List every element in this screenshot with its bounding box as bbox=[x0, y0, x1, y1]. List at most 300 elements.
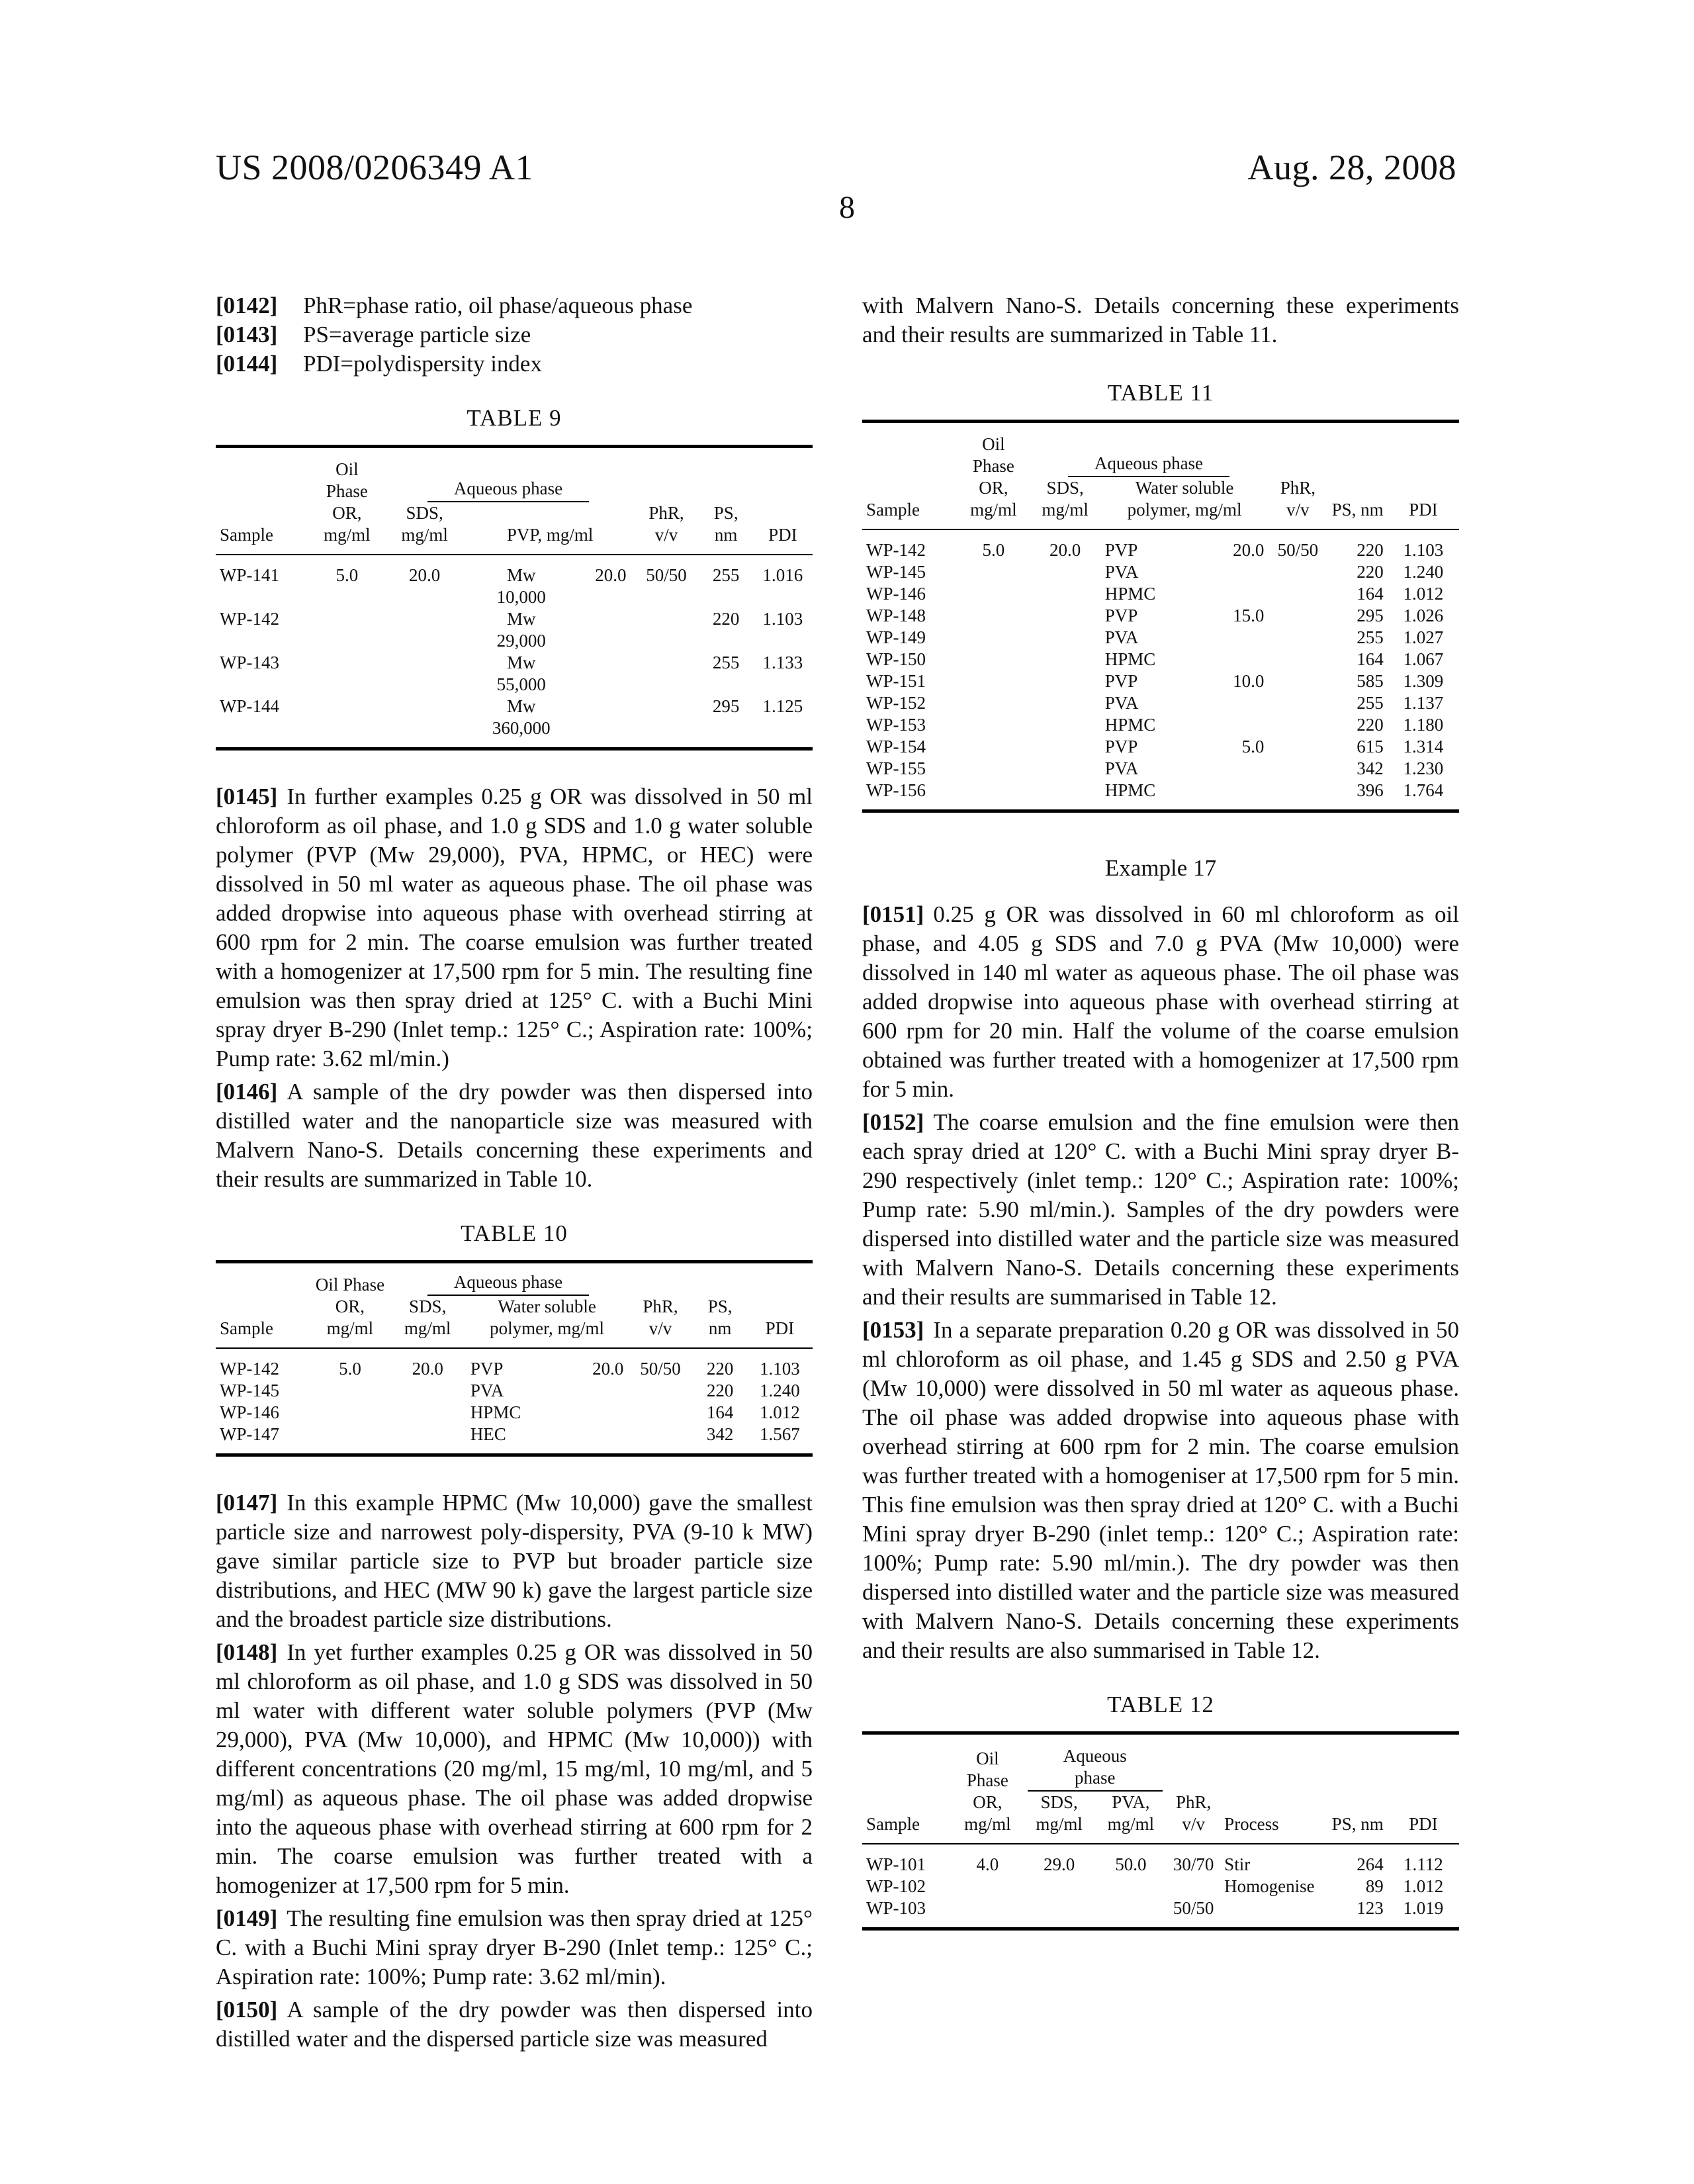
col-header: Sample bbox=[862, 1792, 952, 1844]
cell-sds: 20.0 bbox=[383, 555, 467, 608]
cell-or bbox=[958, 736, 1029, 758]
cell-ps: 255 bbox=[699, 652, 753, 696]
cell-ps: 396 bbox=[1328, 780, 1388, 811]
cell-sds: 20.0 bbox=[1030, 529, 1101, 561]
cell-or: 5.0 bbox=[311, 1348, 388, 1380]
cell-phr bbox=[1268, 561, 1327, 583]
cell-sample: WP-146 bbox=[862, 583, 958, 605]
cell-conc bbox=[1208, 780, 1268, 811]
cell-pdi: 1.112 bbox=[1388, 1844, 1459, 1876]
cell-ps: 220 bbox=[693, 1380, 747, 1402]
cell-sample: WP-141 bbox=[216, 555, 311, 608]
col-header: OR, mg/ml bbox=[311, 1296, 388, 1348]
col-header: SDS, mg/ml bbox=[383, 502, 467, 555]
table-11 bbox=[862, 379, 1459, 813]
mw-label: Mw bbox=[470, 696, 572, 717]
cell-ps: 264 bbox=[1328, 1844, 1388, 1876]
cell-or: 4.0 bbox=[952, 1844, 1023, 1876]
table-row bbox=[862, 692, 1459, 714]
cell-phr bbox=[1167, 1876, 1220, 1897]
cell-sample: WP-156 bbox=[862, 780, 958, 811]
cell-conc bbox=[1208, 714, 1268, 736]
aqueous-phase-header: Aqueous phase bbox=[1068, 453, 1229, 477]
table-row bbox=[862, 1844, 1459, 1876]
mw-label: Mw bbox=[470, 652, 572, 674]
cell-conc bbox=[562, 1424, 627, 1455]
col-header: PDI bbox=[1388, 477, 1459, 529]
table-title: TABLE 11 bbox=[862, 379, 1459, 408]
cell-phr bbox=[627, 1380, 693, 1402]
cell-polymer: PVA bbox=[467, 1380, 562, 1402]
cell-pdi: 1.314 bbox=[1388, 736, 1459, 758]
cell-ps: 220 bbox=[1328, 714, 1388, 736]
cell-phr bbox=[627, 1402, 693, 1424]
cell-pvp bbox=[467, 652, 634, 696]
table-row bbox=[216, 608, 813, 652]
cell-conc: 20.0 bbox=[562, 1348, 627, 1380]
cell-conc: 5.0 bbox=[1208, 736, 1268, 758]
cell-or bbox=[311, 696, 382, 749]
cell-ps: 220 bbox=[693, 1348, 747, 1380]
cell-sds bbox=[1030, 561, 1101, 583]
col-header: Sample bbox=[216, 502, 311, 555]
cell-ps: 585 bbox=[1328, 670, 1388, 692]
col-header: PhR, v/v bbox=[1167, 1792, 1220, 1844]
table-row bbox=[862, 561, 1459, 583]
cell-phr bbox=[1268, 670, 1327, 692]
cell-sample: WP-150 bbox=[862, 649, 958, 670]
publication-number: US 2008/0206349 A1 bbox=[216, 147, 533, 188]
cell-polymer: HEC bbox=[467, 1424, 562, 1455]
cell-phr bbox=[1268, 692, 1327, 714]
cell-sds bbox=[1024, 1897, 1095, 1929]
cell-phr bbox=[1268, 758, 1327, 780]
paragraph-id: [0145] bbox=[216, 784, 277, 809]
cell-pdi: 1.309 bbox=[1388, 670, 1459, 692]
cell-process: Homogenise bbox=[1220, 1876, 1327, 1897]
paragraph-text: The resulting fine emulsion was then spray dried at 125° C. with a Buchi Mini spray dryer B-290 (Inlet temp.: 125° C.; Aspiration rate: 100%; Pump rate: 3.62 ml/min). bbox=[216, 1905, 813, 1989]
paragraph-0146 bbox=[216, 1077, 813, 1194]
table-row bbox=[862, 1876, 1459, 1897]
table-row bbox=[862, 1897, 1459, 1929]
cell-sds bbox=[1030, 583, 1101, 605]
cell-sds bbox=[383, 652, 467, 696]
cell-conc bbox=[1208, 692, 1268, 714]
cell-ps: 295 bbox=[699, 696, 753, 749]
cell-or bbox=[311, 652, 382, 696]
cell-ps: 164 bbox=[1328, 583, 1388, 605]
cell-or bbox=[958, 714, 1029, 736]
cell-conc: 10.0 bbox=[1208, 670, 1268, 692]
cell-phr bbox=[633, 608, 699, 652]
cell-conc bbox=[1208, 583, 1268, 605]
cell-sample: WP-143 bbox=[216, 652, 311, 696]
paragraph-id: [0142] bbox=[216, 291, 298, 320]
paragraph-text: In yet further examples 0.25 g OR was dissolved in 50 ml chloroform as oil phase, and 1.0 g SDS was dissolved in 50 ml water with different water soluble polymers (PVP (Mw 29,000), PVA (Mw 10,000), and HPMC (Mw 10,000)) with different concentrations (20 mg/ml, 15 mg/ml, 10 mg/ml, and 5 mg/ml) as aqueous phase. The oil phase was added dropwise into the aqueous phase with overhead stirring at 600 rpm for 2 min. The coarse emulsion was further treated with a homogenizer at 17,500 rpm for 5 min. bbox=[216, 1639, 813, 1898]
cell-sds bbox=[1030, 605, 1101, 627]
cell-or: 5.0 bbox=[311, 555, 382, 608]
paragraph-0149 bbox=[216, 1904, 813, 1991]
cell-sample: WP-146 bbox=[216, 1402, 311, 1424]
table-row bbox=[216, 1348, 813, 1380]
cell-pdi: 1.067 bbox=[1388, 649, 1459, 670]
cell-sds bbox=[1030, 649, 1101, 670]
cell-sds bbox=[389, 1380, 467, 1402]
cell-sample: WP-147 bbox=[216, 1424, 311, 1455]
cell-process bbox=[1220, 1897, 1327, 1929]
paragraph-0150 bbox=[216, 1995, 813, 2054]
cell-poly: HPMC bbox=[1101, 780, 1208, 811]
table-title: TABLE 9 bbox=[216, 404, 813, 433]
cell-or bbox=[311, 1402, 388, 1424]
paragraph-text: 0.25 g OR was dissolved in 60 ml chloroform as oil phase, and 4.05 g SDS and 7.0 g PVA (Mw 10,000) were dissolved in 140 ml water as aqueous phase. The oil phase was added dropwise into aqueous phase with overhead stirring at 600 rpm for 20 min. Half the volume of the coarse emulsion obtained was further treated with a homogenizer at 17,500 rpm for 5 min. bbox=[862, 901, 1459, 1102]
table-row bbox=[216, 555, 813, 608]
table-10 bbox=[216, 1219, 813, 1457]
paragraph-text: In a separate preparation 0.20 g OR was dissolved in 50 ml chloroform as oil phase, and 1.45 g SDS and 2.50 g PVA (Mw 10,000) were dissolved in 50 ml water as aqueous phase. The oil phase was added dropwise into aqueous phase with overhead stirring at 600 rpm for 2 min. The coarse emulsion was further treated with a homogeniser at 17,500 rpm for 5 min. This fine emulsion was then spray dried at 120° C. with a Buchi Mini spray dryer B-290 (inlet temp.: 120° C.; Aspiration rate: 100%; Pump rate: 5.90 ml/min.). The dry powder was then dispersed into distilled water and the particle size was measured with Malvern Nano-S. Details concerning these experiments and their results are also summarised in Table 12. bbox=[862, 1317, 1459, 1663]
cell-ps: 123 bbox=[1328, 1897, 1388, 1929]
cell-poly: PVA bbox=[1101, 561, 1208, 583]
cell-sample: WP-101 bbox=[862, 1844, 952, 1876]
aqueous-phase-header: Aqueous phase bbox=[427, 1271, 589, 1296]
definitions-list bbox=[216, 291, 813, 379]
cell-pdi: 1.133 bbox=[753, 652, 813, 696]
table-row bbox=[862, 529, 1459, 561]
cell-pdi: 1.026 bbox=[1388, 605, 1459, 627]
cell-sds bbox=[1030, 780, 1101, 811]
cell-pdi: 1.027 bbox=[1388, 627, 1459, 649]
cell-pva bbox=[1095, 1876, 1167, 1897]
cell-pva: 50.0 bbox=[1095, 1844, 1167, 1876]
cell-ps: 164 bbox=[1328, 649, 1388, 670]
cell-pdi: 1.103 bbox=[753, 608, 813, 652]
cell-poly: HPMC bbox=[1101, 714, 1208, 736]
cell-sample: WP-154 bbox=[862, 736, 958, 758]
cell-or bbox=[958, 758, 1029, 780]
cell-ps: 255 bbox=[699, 555, 753, 608]
paragraph-id: [0151] bbox=[862, 901, 924, 927]
paragraph-id: [0148] bbox=[216, 1639, 277, 1665]
col-header: PDI bbox=[1388, 1792, 1459, 1844]
cell-pdi: 1.137 bbox=[1388, 692, 1459, 714]
oil-phase-header: Oil Phase bbox=[311, 452, 382, 502]
cell-sds bbox=[383, 608, 467, 652]
cell-sample: WP-145 bbox=[216, 1380, 311, 1402]
left-column bbox=[216, 291, 813, 2058]
paragraph-0147 bbox=[216, 1488, 813, 1634]
cell-polymer: HPMC bbox=[467, 1402, 562, 1424]
cell-pdi: 1.019 bbox=[1388, 1897, 1459, 1929]
table-row bbox=[216, 1402, 813, 1424]
col-header: PS, nm bbox=[693, 1296, 747, 1348]
cell-poly: PVP bbox=[1101, 670, 1208, 692]
cell-or bbox=[958, 561, 1029, 583]
col-header: Water soluble polymer, mg/ml bbox=[467, 1296, 628, 1348]
mw-value: 10,000 bbox=[470, 586, 572, 608]
table-title: TABLE 12 bbox=[862, 1690, 1459, 1719]
cell-poly: PVA bbox=[1101, 627, 1208, 649]
oil-phase-header: Oil Phase bbox=[311, 1267, 388, 1296]
definition-text: PhR=phase ratio, oil phase/aqueous phase bbox=[303, 293, 692, 318]
cell-phr: 50/50 bbox=[627, 1348, 693, 1380]
cell-sample: WP-142 bbox=[216, 1348, 311, 1380]
cell-sample: WP-148 bbox=[862, 605, 958, 627]
cell-or bbox=[958, 605, 1029, 627]
paragraph-text: A sample of the dry powder was then dispersed into distilled water and the dispersed particle size was measured bbox=[216, 1997, 813, 2052]
cell-sample: WP-152 bbox=[862, 692, 958, 714]
paragraph-text: In this example HPMC (Mw 10,000) gave the smallest particle size and narrowest poly-dispersity, PVA (9-10 k MW) gave similar particle size to PVP but broader particle size distributions, and HEC (MW 90 k) gave the largest particle size and the broadest particle size distributions. bbox=[216, 1490, 813, 1632]
cell-sds bbox=[389, 1424, 467, 1455]
paragraph-0153 bbox=[862, 1316, 1459, 1665]
cell-sample: WP-142 bbox=[216, 608, 311, 652]
col-header: Water soluble polymer, mg/ml bbox=[1101, 477, 1269, 529]
cell-pdi: 1.103 bbox=[1388, 529, 1459, 561]
cell-ps: 220 bbox=[1328, 529, 1388, 561]
cell-poly: PVP bbox=[1101, 529, 1208, 561]
cell-ps: 255 bbox=[1328, 692, 1388, 714]
cell-phr: 50/50 bbox=[633, 555, 699, 608]
cell-ps: 295 bbox=[1328, 605, 1388, 627]
cell-phr bbox=[633, 696, 699, 749]
cell-phr bbox=[633, 652, 699, 696]
cell-phr bbox=[1268, 736, 1327, 758]
cell-or bbox=[958, 649, 1029, 670]
cell-conc bbox=[562, 1380, 627, 1402]
definition-text: PS=average particle size bbox=[303, 322, 531, 347]
cell-ps: 255 bbox=[1328, 627, 1388, 649]
cell-pdi: 1.012 bbox=[1388, 583, 1459, 605]
aqueous-phase-header: Aqueous phase bbox=[427, 478, 589, 502]
cell-or bbox=[958, 583, 1029, 605]
cell-or bbox=[958, 627, 1029, 649]
paragraph-0152 bbox=[862, 1108, 1459, 1312]
cell-polymer: PVP bbox=[467, 1348, 562, 1380]
col-header: PS, nm bbox=[1328, 477, 1388, 529]
mw-value: 360,000 bbox=[470, 717, 572, 739]
col-header: SDS, mg/ml bbox=[1024, 1792, 1095, 1844]
cell-pdi: 1.230 bbox=[1388, 758, 1459, 780]
cell-sample: WP-151 bbox=[862, 670, 958, 692]
cell-pdi: 1.016 bbox=[753, 555, 813, 608]
cell-pdi: 1.180 bbox=[1388, 714, 1459, 736]
col-header: OR, mg/ml bbox=[958, 477, 1029, 529]
cell-sds: 29.0 bbox=[1024, 1844, 1095, 1876]
cell-sds bbox=[1030, 736, 1101, 758]
cell-or bbox=[311, 608, 382, 652]
table-row bbox=[862, 736, 1459, 758]
cell-conc: 15.0 bbox=[1208, 605, 1268, 627]
col-header: SDS, mg/ml bbox=[1030, 477, 1101, 529]
table-row bbox=[862, 780, 1459, 811]
col-header: Sample bbox=[216, 1296, 311, 1348]
cell-or bbox=[958, 692, 1029, 714]
cell-process: Stir bbox=[1220, 1844, 1327, 1876]
mw-value: 29,000 bbox=[470, 630, 572, 652]
cell-phr bbox=[1268, 649, 1327, 670]
cell-pdi: 1.125 bbox=[753, 696, 813, 749]
cell-or: 5.0 bbox=[958, 529, 1029, 561]
cell-pdi: 1.240 bbox=[1388, 561, 1459, 583]
paragraph-id: [0152] bbox=[862, 1109, 924, 1135]
cell-poly: PVA bbox=[1101, 692, 1208, 714]
paragraph-text: A sample of the dry powder was then dispersed into distilled water and the nanoparticle size was measured with Malvern Nano-S. Details concerning these experiments and their results are summarized in Table 10. bbox=[216, 1079, 813, 1192]
paragraph-id: [0147] bbox=[216, 1490, 277, 1516]
table-row bbox=[862, 649, 1459, 670]
cell-ps: 342 bbox=[693, 1424, 747, 1455]
cell-pdi: 1.567 bbox=[747, 1424, 813, 1455]
cell-or bbox=[958, 780, 1029, 811]
definition-item bbox=[216, 291, 813, 320]
cell-ps: 615 bbox=[1328, 736, 1388, 758]
definition-text: PDI=polydispersity index bbox=[303, 351, 542, 377]
page-number: 8 bbox=[0, 189, 1694, 226]
col-header: PS, nm bbox=[699, 502, 753, 555]
cell-pdi: 1.103 bbox=[747, 1348, 813, 1380]
cell-sds bbox=[1024, 1876, 1095, 1897]
table-row bbox=[862, 714, 1459, 736]
col-header: Sample bbox=[862, 477, 958, 529]
paragraph-id: [0146] bbox=[216, 1079, 277, 1105]
paragraph-0151 bbox=[862, 900, 1459, 1104]
paragraph-text: In further examples 0.25 g OR was dissolved in 50 ml chloroform as oil phase, and 1.0 g SDS and 1.0 g water soluble polymer (PVP (Mw 29,000), PVA, HPMC, or HEC) were dissolved in 50 ml water as aqueous phase. The oil phase was added dropwise into aqueous phase with overhead stirring at 600 rpm for 2 min. The coarse emulsion was further treated with a homogenizer at 17,500 rpm for 5 min. The resulting fine emulsion was then spray dried at 125° C. with a Buchi Mini spray dryer B-290 (Inlet temp.: 125° C.; Aspiration rate: 100%; Pump rate: 3.62 ml/min.) bbox=[216, 784, 813, 1071]
cell-phr: 50/50 bbox=[1167, 1897, 1220, 1929]
right-column bbox=[862, 291, 1459, 1962]
mw-label: Mw bbox=[470, 565, 572, 586]
cell-phr bbox=[1268, 605, 1327, 627]
cell-conc bbox=[1208, 758, 1268, 780]
table-row bbox=[216, 652, 813, 696]
col-header: SDS, mg/ml bbox=[389, 1296, 467, 1348]
col-header: Process bbox=[1220, 1792, 1327, 1844]
cell-conc bbox=[1208, 627, 1268, 649]
paragraph-id: [0150] bbox=[216, 1997, 277, 2023]
cell-poly: PVP bbox=[1101, 736, 1208, 758]
definition-item bbox=[216, 349, 813, 379]
table-row bbox=[862, 605, 1459, 627]
cell-sample: WP-144 bbox=[216, 696, 311, 749]
cell-pva bbox=[1095, 1897, 1167, 1929]
cell-phr bbox=[1268, 583, 1327, 605]
cell-ps: 220 bbox=[1328, 561, 1388, 583]
cell-ps: 220 bbox=[699, 608, 753, 652]
table-row bbox=[216, 696, 813, 749]
example-heading: Example 17 bbox=[862, 854, 1459, 883]
mw-value: 55,000 bbox=[470, 674, 572, 696]
cell-conc: 20.0 bbox=[1208, 529, 1268, 561]
aqueous-phase-header: Aqueous phase bbox=[1028, 1745, 1163, 1792]
cell-ps: 342 bbox=[1328, 758, 1388, 780]
cell-pvp bbox=[467, 608, 634, 652]
cell-or bbox=[952, 1876, 1023, 1897]
cell-sds bbox=[1030, 670, 1101, 692]
cell-poly: HPMC bbox=[1101, 649, 1208, 670]
col-header: PVA, mg/ml bbox=[1095, 1792, 1167, 1844]
cell-sample: WP-102 bbox=[862, 1876, 952, 1897]
oil-phase-header: Oil Phase bbox=[952, 1739, 1023, 1792]
cell-phr: 50/50 bbox=[1268, 529, 1327, 561]
paragraph-text: The coarse emulsion and the fine emulsion were then each spray dried at 120° C. with a Buchi Mini spray dryer B-290 respectively (inlet temp.: 120° C.; Aspiration rate: 100%; Pump rate: 5.90 ml/min.). Samples of the dry powders were dispersed into distilled water and the particle size was measured with Malvern Nano-S. Details concerning these experiments and their results are summarised in Table 12. bbox=[862, 1109, 1459, 1310]
table-row bbox=[862, 583, 1459, 605]
cell-sds bbox=[1030, 692, 1101, 714]
table-row bbox=[216, 1424, 813, 1455]
table-row bbox=[216, 1380, 813, 1402]
table-title: TABLE 10 bbox=[216, 1219, 813, 1248]
table-9 bbox=[216, 404, 813, 751]
col-header: PS, nm bbox=[1328, 1792, 1388, 1844]
cell-ps: 164 bbox=[693, 1402, 747, 1424]
cell-sample: WP-103 bbox=[862, 1897, 952, 1929]
paragraph-id: [0143] bbox=[216, 320, 298, 349]
paragraph-0145 bbox=[216, 782, 813, 1073]
cell-poly: PVA bbox=[1101, 758, 1208, 780]
cell-pdi: 1.012 bbox=[1388, 1876, 1459, 1897]
cell-or bbox=[311, 1424, 388, 1455]
col-header: PhR, v/v bbox=[1268, 477, 1327, 529]
cell-pvp bbox=[467, 696, 634, 749]
cell-sample: WP-153 bbox=[862, 714, 958, 736]
cell-sds: 20.0 bbox=[389, 1348, 467, 1380]
cell-poly: PVP bbox=[1101, 605, 1208, 627]
cell-phr bbox=[1268, 714, 1327, 736]
col-header: PDI bbox=[753, 502, 813, 555]
cell-sample: WP-145 bbox=[862, 561, 958, 583]
pvp-conc: 20.0 bbox=[572, 565, 627, 586]
cell-sds bbox=[1030, 758, 1101, 780]
col-header: OR, mg/ml bbox=[952, 1792, 1023, 1844]
cell-phr bbox=[627, 1424, 693, 1455]
cell-sds bbox=[383, 696, 467, 749]
cell-or bbox=[952, 1897, 1023, 1929]
cell-or bbox=[311, 1380, 388, 1402]
cell-sds bbox=[389, 1402, 467, 1424]
cell-sample: WP-149 bbox=[862, 627, 958, 649]
cell-sds bbox=[1030, 714, 1101, 736]
cell-conc bbox=[562, 1402, 627, 1424]
paragraph-id: [0144] bbox=[216, 349, 298, 379]
col-header: PhR, v/v bbox=[627, 1296, 693, 1348]
mw-label: Mw bbox=[470, 608, 572, 630]
paragraph-id: [0149] bbox=[216, 1905, 277, 1931]
publication-date: Aug. 28, 2008 bbox=[1248, 147, 1457, 188]
paragraph-0150-continued: with Malvern Nano-S. Details concerning these experiments and their results are summarized in Table 11. bbox=[862, 291, 1459, 349]
cell-conc bbox=[1208, 649, 1268, 670]
cell-phr bbox=[1268, 627, 1327, 649]
col-header: OR, mg/ml bbox=[311, 502, 382, 555]
cell-sds bbox=[1030, 627, 1101, 649]
cell-phr: 30/70 bbox=[1167, 1844, 1220, 1876]
cell-phr bbox=[1268, 780, 1327, 811]
table-row bbox=[862, 758, 1459, 780]
cell-sample: WP-142 bbox=[862, 529, 958, 561]
col-header: PVP, mg/ml bbox=[467, 502, 634, 555]
cell-pdi: 1.764 bbox=[1388, 780, 1459, 811]
cell-pdi: 1.012 bbox=[747, 1402, 813, 1424]
cell-ps: 89 bbox=[1328, 1876, 1388, 1897]
col-header: PhR, v/v bbox=[633, 502, 699, 555]
table-12 bbox=[862, 1690, 1459, 1931]
table-row bbox=[862, 670, 1459, 692]
cell-conc bbox=[1208, 561, 1268, 583]
cell-pvp bbox=[467, 555, 634, 608]
cell-poly: HPMC bbox=[1101, 583, 1208, 605]
cell-or bbox=[958, 670, 1029, 692]
definition-item bbox=[216, 320, 813, 349]
paragraph-id: [0153] bbox=[862, 1317, 924, 1343]
paragraph-0148 bbox=[216, 1638, 813, 1900]
cell-sample: WP-155 bbox=[862, 758, 958, 780]
col-header: PDI bbox=[747, 1296, 813, 1348]
cell-pdi: 1.240 bbox=[747, 1380, 813, 1402]
table-row bbox=[862, 627, 1459, 649]
